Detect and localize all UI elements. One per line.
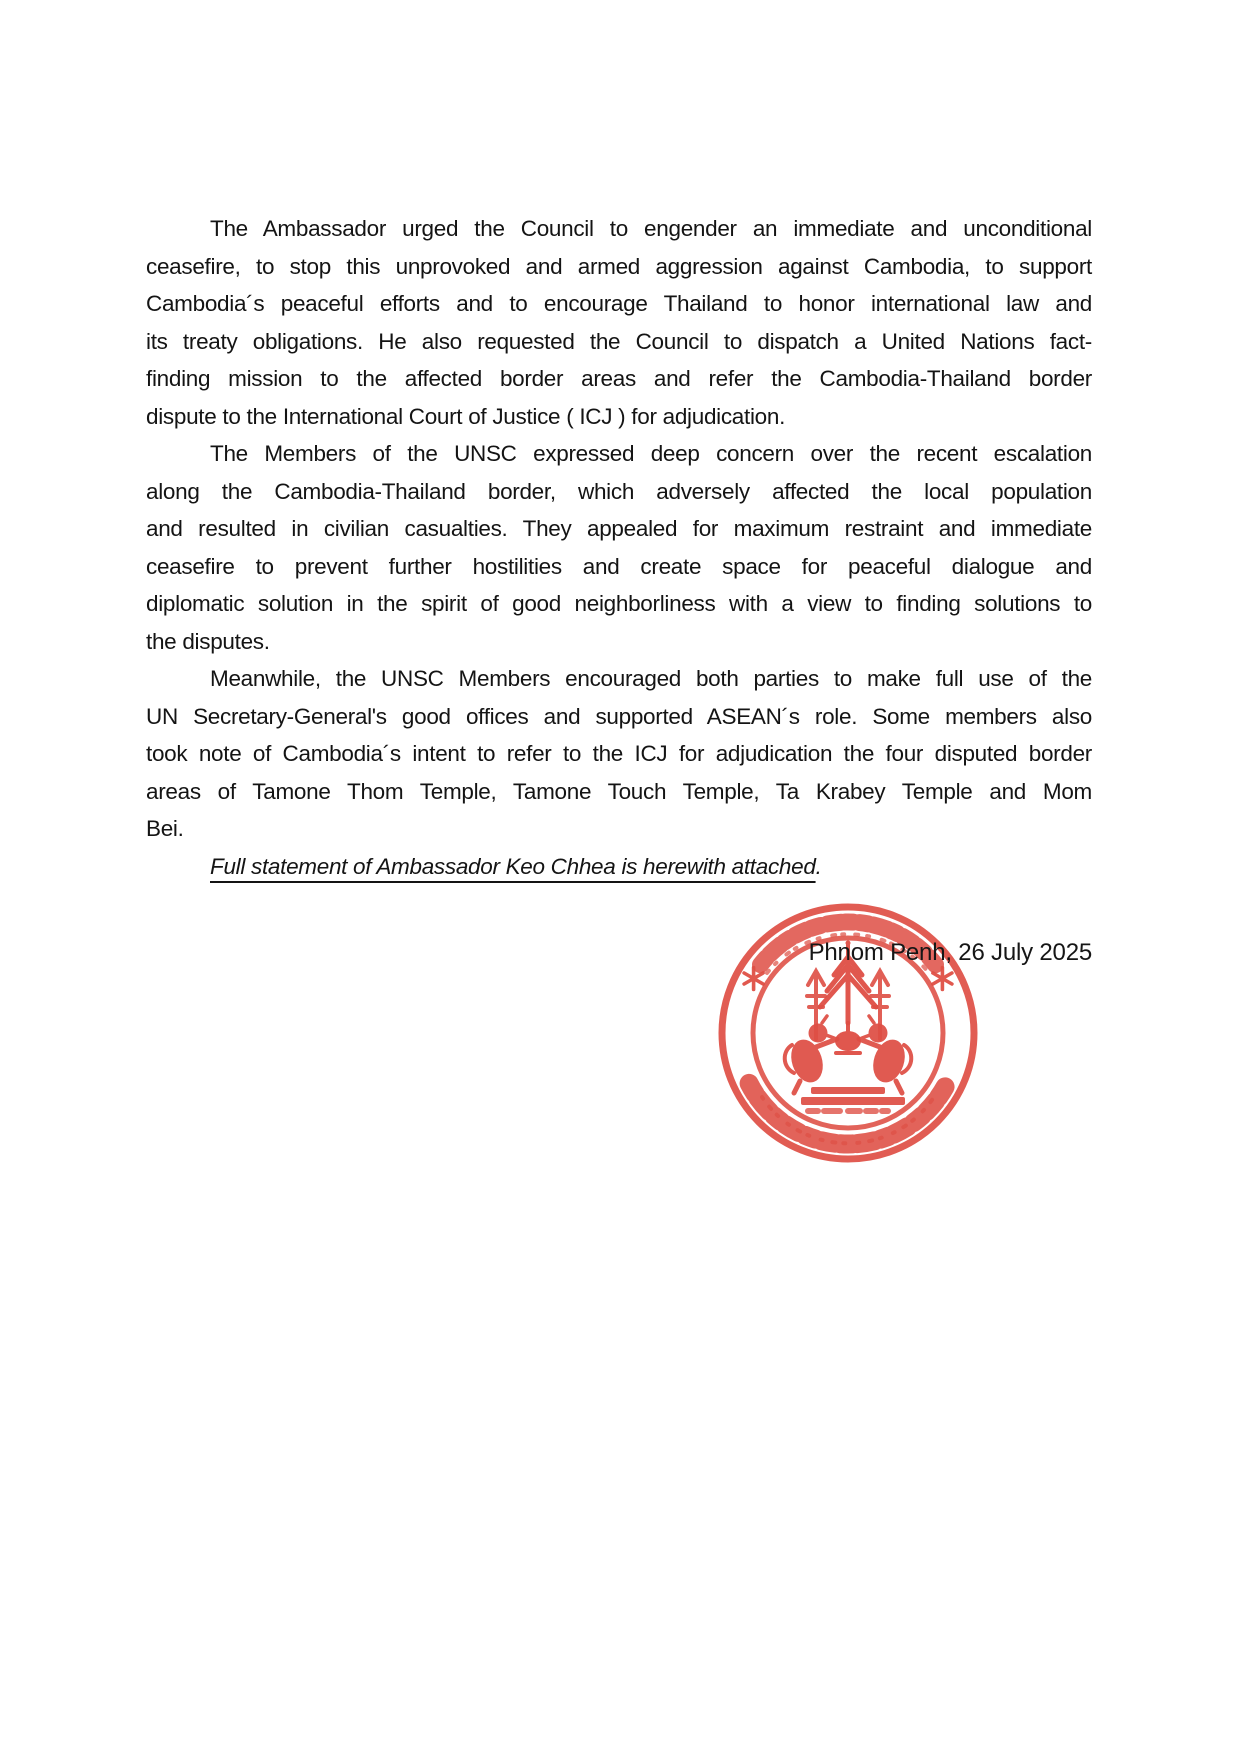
text-line: ceasefire, to stop this unprovoked and armed aggression against Cambodia, to support bbox=[146, 253, 1092, 279]
pedestal bbox=[801, 1087, 905, 1111]
text-line: areas of Tamone Thom Temple, Tamone Touch Temple, Ta Krabey Temple and Mom bbox=[146, 778, 1092, 804]
document-body bbox=[146, 210, 1092, 885]
lion-left bbox=[785, 1016, 837, 1093]
text-line: diplomatic solution in the spirit of good neighborliness with a view to finding solutions to bbox=[146, 591, 1092, 616]
text-line: finding mission to the affected border areas and refer the Cambodia-Thailand border bbox=[146, 366, 1092, 391]
text-line: along the Cambodia-Thailand border, which adversely affected the local population bbox=[146, 478, 1092, 504]
text-line: took note of Cambodia´s intent to refer to the ICJ for adjudication the four disputed border bbox=[146, 741, 1092, 766]
text-line: ceasefire to prevent further hostilities and create space for peaceful dialogue and bbox=[146, 553, 1092, 579]
text-line: The Members of the UNSC expressed deep concern over the recent escalation bbox=[210, 441, 1092, 466]
text-line: Bei. bbox=[146, 816, 184, 841]
paragraph bbox=[146, 210, 1092, 435]
text-line: UN Secretary-General's good offices and supported ASEAN´s role. Some members also bbox=[146, 703, 1092, 729]
text-line: The Ambassador urged the Council to engender an immediate and unconditional bbox=[210, 216, 1092, 241]
lion-right bbox=[859, 1016, 911, 1093]
dateline: Phnom Penh, 26 July 2025 bbox=[808, 939, 1092, 966]
paragraph bbox=[146, 660, 1092, 848]
text-line: Meanwhile, the UNSC Members encouraged both parties to make full use of the bbox=[210, 666, 1092, 691]
paragraph bbox=[146, 435, 1092, 660]
text-line: and resulted in civilian casualties. They appealed for maximum restraint and immediate bbox=[146, 516, 1092, 541]
text-line: its treaty obligations. He also requested the Council to dispatch a United Nations fact- bbox=[146, 328, 1092, 354]
paragraphs-container bbox=[146, 210, 1092, 848]
attachment-note-period: . bbox=[815, 853, 822, 879]
text-line: the disputes. bbox=[146, 628, 270, 654]
text-line: dispute to the International Court of Justice ( ICJ ) for adjudication. bbox=[146, 403, 786, 429]
text-line: Cambodia´s peaceful efforts and to encourage Thailand to honor international law and bbox=[146, 291, 1092, 316]
attachment-note-text: Full statement of Ambassador Keo Chhea is herewith attached bbox=[210, 853, 816, 879]
attachment-note bbox=[146, 848, 1092, 886]
